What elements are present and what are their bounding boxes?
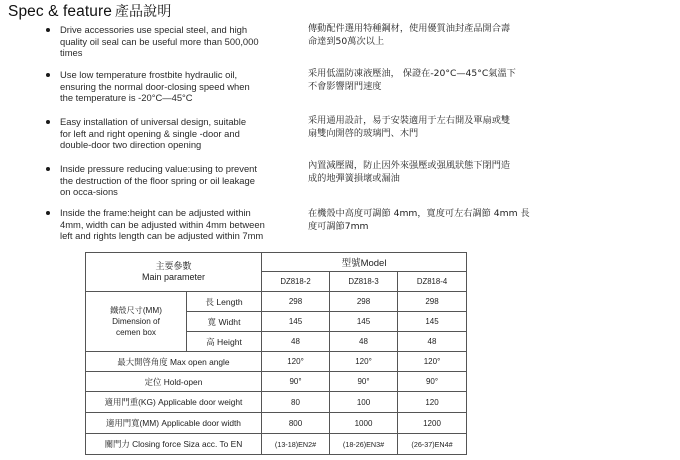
main-parameter-en: Main parameter (141, 272, 206, 282)
table-cell: 90° (262, 372, 330, 392)
table-cell: 120° (398, 352, 467, 372)
model-name: DZ818-4 (398, 272, 467, 292)
table-row (86, 372, 467, 392)
table-cell: 298 (262, 292, 330, 312)
main-parameter-header (86, 253, 262, 292)
feature-item (46, 163, 286, 198)
feature-text-zh: 傳動配件選用特種鋼材，使用優質油封產品開合壽 命達到50萬次以上 (308, 23, 511, 47)
feature-text-en: Inside pressure reducing value:using to prevent the destruction of the floor spring or oil leakage on occa-sions (60, 163, 257, 198)
door-weight-label: 適用門重(KG) Applicable door weight (86, 392, 262, 413)
feature-item (46, 24, 286, 59)
dimension-label-zh: 鐵殼尺寸(MM) (110, 306, 162, 315)
table-cell: 145 (262, 312, 330, 332)
feature-text-zh: 采用通用設計，易于安裝適用于左右開及單扇或雙 扇雙向開啓的玻璃門、木門 (308, 115, 511, 139)
table-cell: 100 (330, 392, 398, 413)
table-cell: (18-26)EN3# (330, 434, 398, 455)
table-cell: 120 (398, 392, 467, 413)
main-parameter-zh: 主要參數 (155, 261, 192, 271)
model-header: 型號Model (262, 253, 467, 272)
feature-text-zh: 采用低溫防凍液壓油， 保證在-20°C—45°C氣溫下 不會影響閉門速度 (308, 68, 516, 92)
model-name: DZ818-2 (262, 272, 330, 292)
door-width-label: 適用門寬(MM) Applicable door width (86, 413, 262, 434)
table-cell: 120° (262, 352, 330, 372)
dimension-height-label: 高 Height (187, 332, 262, 352)
feature-item (46, 207, 286, 242)
table-cell: 298 (330, 292, 398, 312)
feature-text-en: Use low temperature frostbite hydraulic oil, ensuring the normal door-closing speed when the temperature is -20°C—45°C (60, 69, 250, 104)
feature-text-en: Inside the frame:height can be adjusted within 4mm, width can be adjusted within 4mm between left and rights length can be adjusted within 7mm (60, 207, 265, 242)
bullet-icon (46, 28, 50, 32)
table-cell: 90° (330, 372, 398, 392)
hold-open-label: 定位 Hold-open (86, 372, 262, 392)
table-cell: 1200 (398, 413, 467, 434)
feature-text-en: Easy installation of universal design, suitable for left and right opening & single -door and double-door two direction opening (60, 116, 247, 151)
feature-item (46, 69, 286, 104)
table-cell: 90° (398, 372, 467, 392)
table-cell: 48 (262, 332, 330, 352)
title-en: Spec & feature (8, 3, 112, 20)
feature-text-en: Drive accessories use special steel, and high quality oil seal can be useful more than 500,000 times (60, 24, 259, 59)
table-row (86, 352, 467, 372)
feature-text-zh: 內置減壓閥，防止因外來强壓或强風狀態下閉門造 成的地彈簧損壞或漏油 (308, 160, 511, 184)
page-title (8, 1, 171, 21)
dimension-length-label: 長 Length (187, 292, 262, 312)
dimension-label-en: Dimension of (112, 317, 160, 326)
dimension-label (86, 292, 187, 352)
table-cell: 48 (398, 332, 467, 352)
bullet-icon (46, 73, 50, 77)
bullet-icon (46, 120, 50, 124)
table-cell: 1000 (330, 413, 398, 434)
dimension-label-en: cemen box (115, 328, 157, 337)
table-cell: 48 (330, 332, 398, 352)
bullet-icon (46, 167, 50, 171)
table-row (86, 413, 467, 434)
table-cell: (26-37)EN4# (398, 434, 467, 455)
table-cell: 145 (398, 312, 467, 332)
spec-table (85, 252, 467, 455)
table-cell: 298 (398, 292, 467, 312)
table-row (86, 434, 467, 455)
table-row (86, 292, 467, 312)
max-open-angle-label: 最大開啓角度 Max open angle (86, 352, 262, 372)
closing-force-label: 關門力 Closing force Siza acc. To EN (86, 434, 262, 455)
table-cell: 800 (262, 413, 330, 434)
feature-item (46, 116, 286, 151)
model-name: DZ818-3 (330, 272, 398, 292)
dimension-width-label: 寬 Widht (187, 312, 262, 332)
bullet-icon (46, 211, 50, 215)
table-row (86, 392, 467, 413)
table-cell: 80 (262, 392, 330, 413)
table-cell: 145 (330, 312, 398, 332)
table-cell: 120° (330, 352, 398, 372)
table-cell: (13-18)EN2# (262, 434, 330, 455)
feature-text-zh: 在機殼中高度可調節 4mm，寬度可左右調節 4mm 長 度可調節7mm (308, 208, 530, 232)
title-zh: 產品說明 (114, 4, 172, 20)
